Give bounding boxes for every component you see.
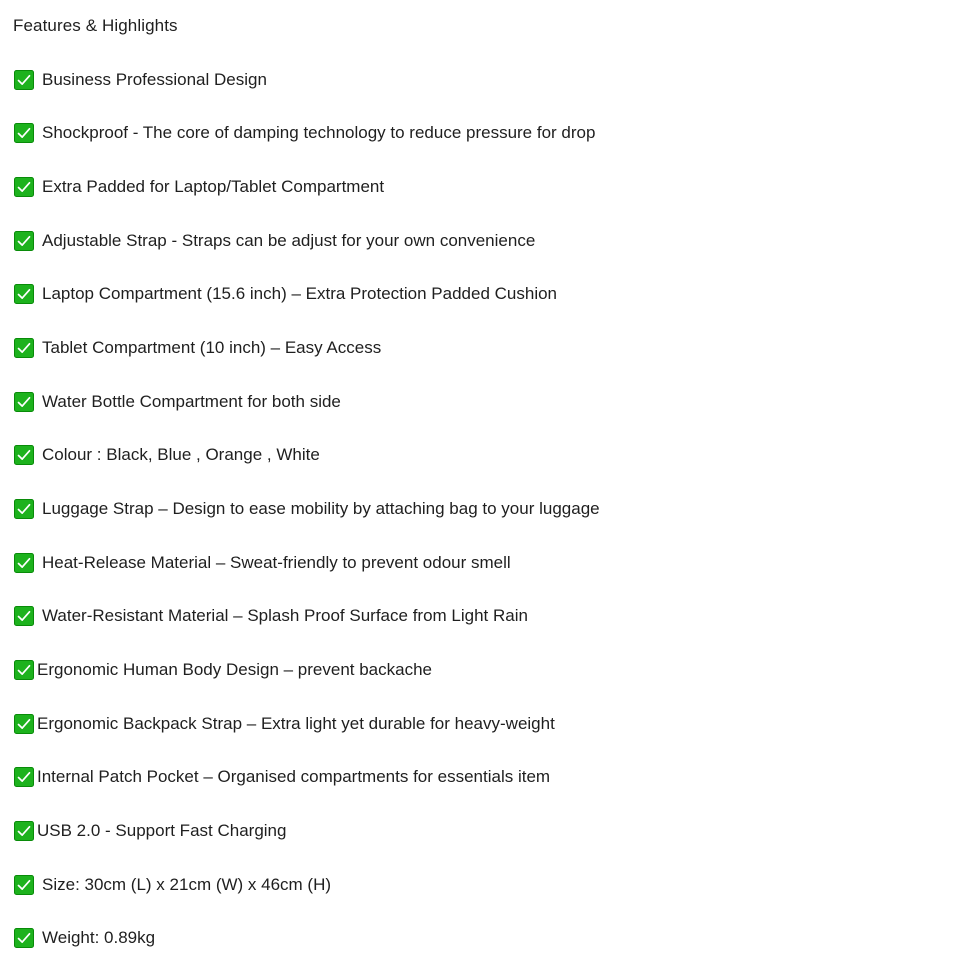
feature-item xyxy=(14,282,557,306)
check-mark-icon xyxy=(14,123,34,143)
check-mark-icon xyxy=(14,177,34,197)
check-mark-icon xyxy=(14,928,34,948)
check-mark-icon xyxy=(14,392,34,412)
feature-text: USB 2.0 - Support Fast Charging xyxy=(37,821,287,840)
feature-text: Luggage Strap – Design to ease mobility by attaching bag to your luggage xyxy=(42,499,600,518)
feature-item xyxy=(14,443,320,467)
check-mark-icon xyxy=(14,821,34,841)
check-mark-icon xyxy=(14,660,34,680)
feature-text: Weight: 0.89kg xyxy=(42,928,156,947)
feature-text: Business Professional Design xyxy=(42,70,267,89)
feature-item xyxy=(14,336,381,360)
check-mark-icon xyxy=(14,70,34,90)
feature-item xyxy=(14,497,600,521)
feature-text: Laptop Compartment (15.6 inch) – Extra Protection Padded Cushion xyxy=(42,284,558,303)
feature-text: Internal Patch Pocket – Organised compartments for essentials item xyxy=(37,767,551,786)
feature-text: Water-Resistant Material – Splash Proof Surface from Light Rain xyxy=(42,606,528,625)
feature-text: Ergonomic Human Body Design – prevent backache xyxy=(37,660,432,679)
feature-text: Adjustable Strap - Straps can be adjust for your own convenience xyxy=(42,231,536,250)
check-mark-icon xyxy=(14,553,34,573)
feature-item xyxy=(14,229,535,253)
feature-item xyxy=(14,604,528,628)
feature-item xyxy=(14,873,331,897)
check-mark-icon xyxy=(14,284,34,304)
feature-text: Heat-Release Material – Sweat-friendly to prevent odour smell xyxy=(42,553,511,572)
feature-item xyxy=(14,175,384,199)
feature-item xyxy=(14,819,286,843)
feature-text: Extra Padded for Laptop/Tablet Compartment xyxy=(42,177,385,196)
feature-item xyxy=(14,765,550,789)
section-title: Features & Highlights xyxy=(13,16,178,35)
feature-item xyxy=(14,712,555,736)
check-mark-icon xyxy=(14,767,34,787)
feature-item xyxy=(14,68,267,92)
feature-item xyxy=(14,658,432,682)
feature-item xyxy=(14,551,511,575)
feature-text: Ergonomic Backpack Strap – Extra light yet durable for heavy-weight xyxy=(37,714,555,733)
check-mark-icon xyxy=(14,875,34,895)
feature-item xyxy=(14,121,595,145)
feature-text: Water Bottle Compartment for both side xyxy=(42,392,341,411)
feature-text: Size: 30cm (L) x 21cm (W) x 46cm (H) xyxy=(42,875,332,894)
feature-item xyxy=(14,926,155,950)
check-mark-icon xyxy=(14,714,34,734)
feature-text: Shockproof - The core of damping technology to reduce pressure for drop xyxy=(42,123,596,142)
check-mark-icon xyxy=(14,499,34,519)
feature-item xyxy=(14,390,341,414)
check-mark-icon xyxy=(14,606,34,626)
feature-text: Tablet Compartment (10 inch) – Easy Access xyxy=(42,338,382,357)
check-mark-icon xyxy=(14,231,34,251)
feature-text: Colour : Black, Blue , Orange , White xyxy=(42,445,320,464)
check-mark-icon xyxy=(14,445,34,465)
check-mark-icon xyxy=(14,338,34,358)
